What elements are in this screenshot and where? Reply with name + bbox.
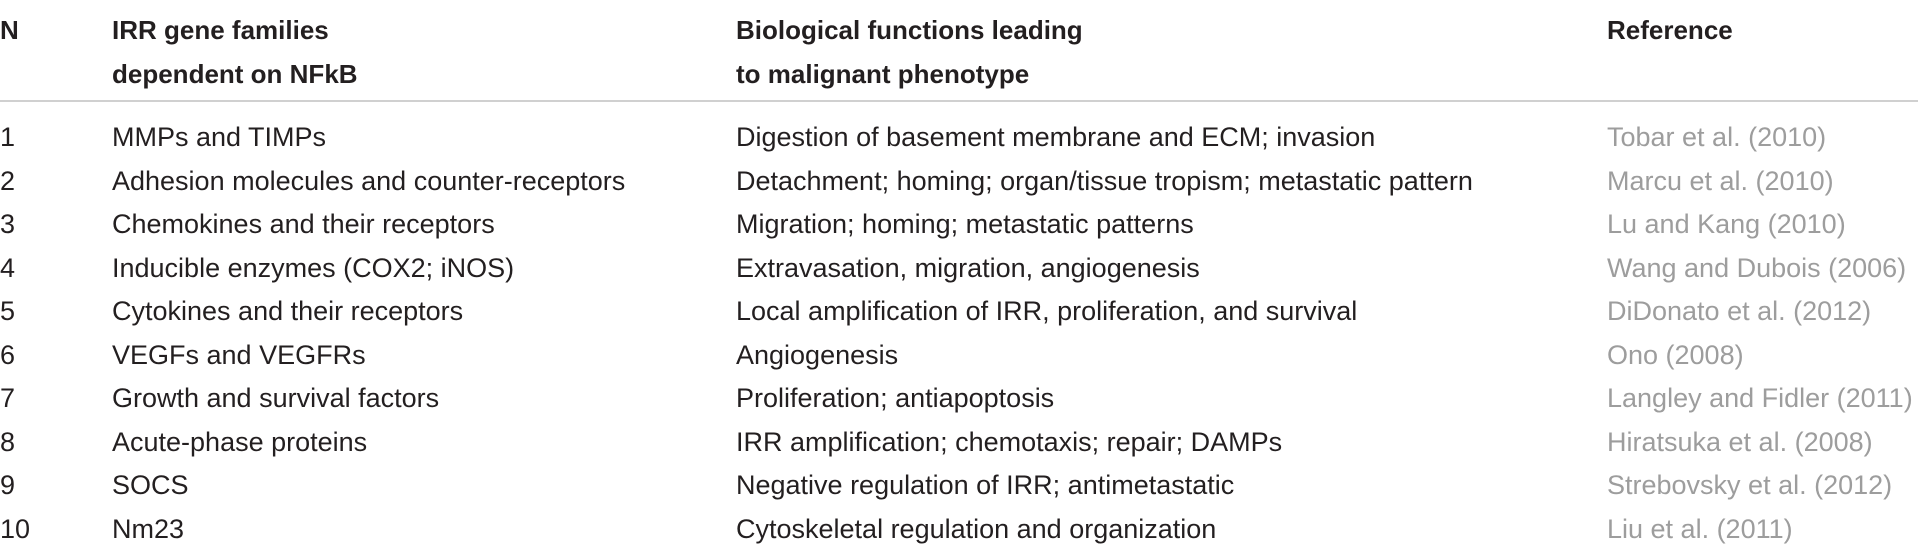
header-functions-line-1: Biological functions leading: [736, 8, 1083, 52]
biological-function: Proliferation; antiapoptosis: [736, 377, 1054, 420]
biological-function: Detachment; homing; organ/tissue tropism; metastatic pattern: [736, 160, 1473, 203]
reference-link: Wang and Dubois (2006): [1607, 247, 1906, 290]
gene-family: Acute-phase proteins: [112, 421, 367, 464]
gene-family: Chemokines and their receptors: [112, 203, 495, 246]
header-functions-line-2: to malignant phenotype: [736, 52, 1083, 96]
header-families-line-2: dependent on NFkB: [112, 52, 358, 96]
table-row: [0, 464, 1918, 508]
gene-family: VEGFs and VEGFRs: [112, 334, 366, 377]
table-row: [0, 116, 1918, 160]
header-n: N: [0, 8, 19, 52]
table-row: [0, 334, 1918, 378]
gene-family: Nm23: [112, 508, 184, 551]
reference-link: Lu and Kang (2010): [1607, 203, 1846, 246]
row-number: 8: [0, 421, 15, 464]
row-number: 3: [0, 203, 15, 246]
reference-link: Tobar et al. (2010): [1607, 116, 1826, 159]
gene-family: Adhesion molecules and counter-receptors: [112, 160, 625, 203]
biological-function: Local amplification of IRR, proliferation, and survival: [736, 290, 1357, 333]
table-row: [0, 377, 1918, 421]
gene-family: SOCS: [112, 464, 189, 507]
gene-family: Inducible enzymes (COX2; iNOS): [112, 247, 514, 290]
header-functions: [736, 8, 1083, 96]
table-row: [0, 203, 1918, 247]
row-number: 10: [0, 508, 30, 551]
reference-link: Hiratsuka et al. (2008): [1607, 421, 1873, 464]
reference-link: Marcu et al. (2010): [1607, 160, 1834, 203]
row-number: 6: [0, 334, 15, 377]
gene-family: Cytokines and their receptors: [112, 290, 463, 333]
table-body: [0, 116, 1918, 551]
row-number: 7: [0, 377, 15, 420]
biological-function: Angiogenesis: [736, 334, 898, 377]
row-number: 5: [0, 290, 15, 333]
table-row: [0, 247, 1918, 291]
table-row: [0, 160, 1918, 204]
gene-family: MMPs and TIMPs: [112, 116, 326, 159]
gene-family: Growth and survival factors: [112, 377, 439, 420]
table-header: [0, 0, 1918, 102]
biological-function: Cytoskeletal regulation and organization: [736, 508, 1216, 551]
reference-link: Ono (2008): [1607, 334, 1744, 377]
biological-function: Negative regulation of IRR; antimetastatic: [736, 464, 1234, 507]
reference-link: Liu et al. (2011): [1607, 508, 1793, 551]
table-row: [0, 421, 1918, 465]
row-number: 1: [0, 116, 15, 159]
biological-function: IRR amplification; chemotaxis; repair; DAMPs: [736, 421, 1282, 464]
row-number: 9: [0, 464, 15, 507]
biological-function: Extravasation, migration, angiogenesis: [736, 247, 1200, 290]
table-row: [0, 508, 1918, 551]
header-families: [112, 8, 358, 96]
biological-function: Digestion of basement membrane and ECM; invasion: [736, 116, 1375, 159]
reference-link: DiDonato et al. (2012): [1607, 290, 1871, 333]
reference-link: Langley and Fidler (2011): [1607, 377, 1913, 420]
table-row: [0, 290, 1918, 334]
reference-link: Strebovsky et al. (2012): [1607, 464, 1892, 507]
header-families-line-1: IRR gene families: [112, 8, 358, 52]
row-number: 2: [0, 160, 15, 203]
header-reference: Reference: [1607, 8, 1733, 52]
row-number: 4: [0, 247, 15, 290]
biological-function: Migration; homing; metastatic patterns: [736, 203, 1194, 246]
